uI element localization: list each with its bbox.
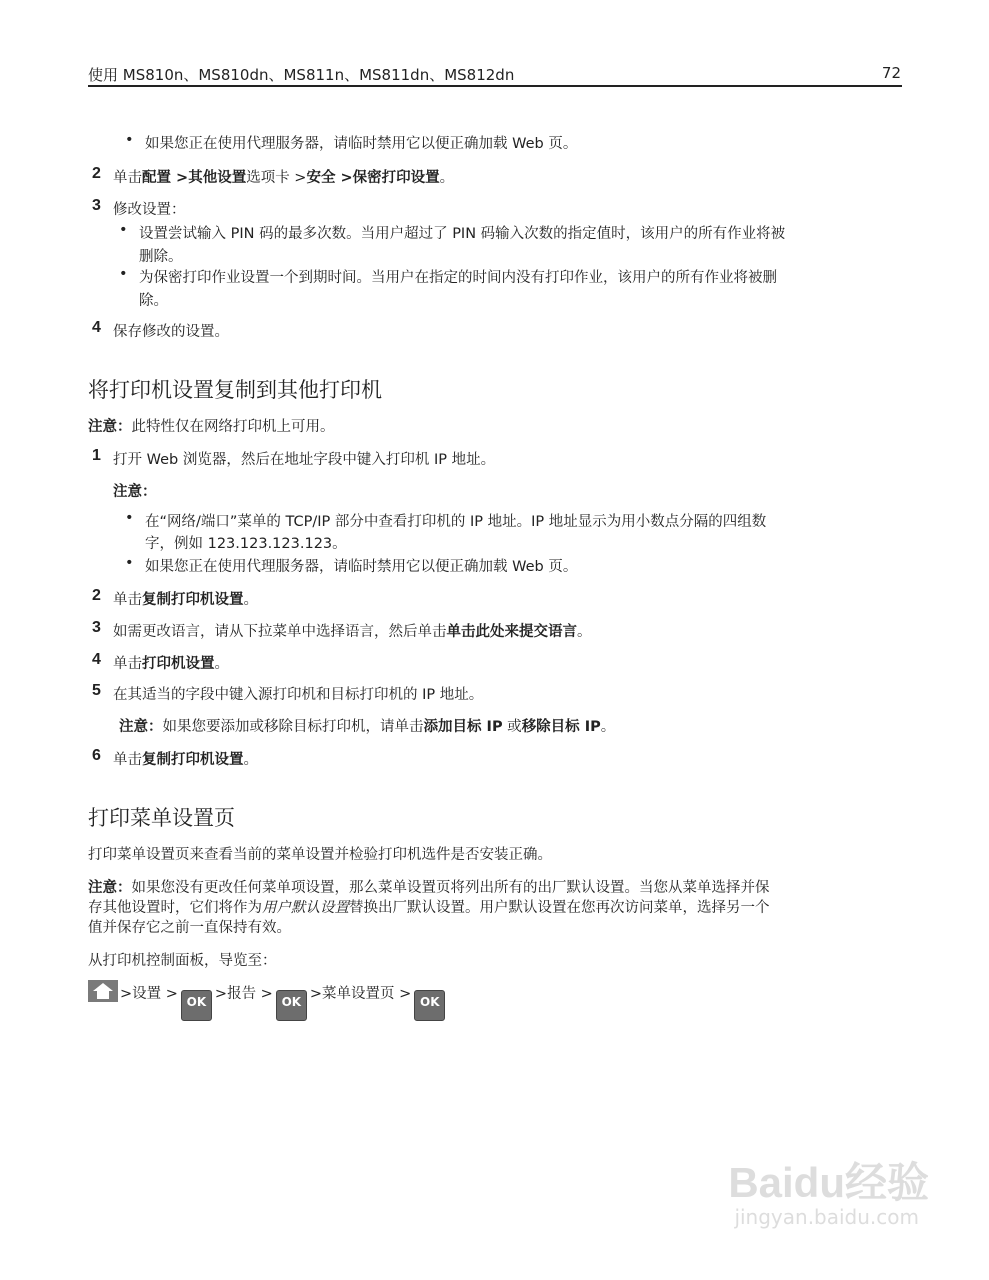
bullet-pin-cont: 删除。: [139, 249, 183, 265]
step-number: 2: [92, 587, 101, 604]
step-number: 5: [92, 682, 101, 699]
step-number: 1: [92, 447, 101, 464]
step-number: 4: [92, 651, 101, 668]
step-1: 打开 Web 浏览器，然后在地址字段中键入打印机 IP 地址。: [113, 452, 496, 468]
step-number: 2: [92, 165, 101, 182]
step-2: 单击配置 >其他设置选项卡 >安全 >保密打印设置。: [113, 170, 455, 186]
note-line-1: 注意：如果您没有更改任何菜单项设置，那么菜单设置页将列出所有的出厂默认设置。当您从菜单选择并保: [88, 880, 770, 896]
step-6: 单击复制打印机设置。: [113, 752, 258, 768]
watermark-url: jingyan.baidu.com: [734, 1205, 919, 1229]
step-2: 单击复制打印机设置。: [113, 592, 258, 608]
step-3: 修改设置：: [113, 202, 186, 218]
bullet-pin: • 设置尝试输入 PIN 码的最多次数。当用户超过了 PIN 码输入次数的指定值时，该用户的所有作业将被: [139, 222, 785, 243]
step-5-note: 注意：如果您要添加或移除目标打印机，请单击添加目标 IP 或移除目标 IP。: [119, 719, 616, 735]
home-icon: [88, 980, 118, 1002]
nav-intro: 从打印机控制面板，导览至：: [88, 953, 277, 969]
step-4: 单击打印机设置。: [113, 656, 229, 672]
paragraph: 打印菜单设置页来查看当前的菜单设置并检验打印机选件是否安装正确。: [88, 847, 552, 863]
note-line-2: 存其他设置时，它们将作为用户默认设置替换出厂默认设置。用户默认设置在您再次访问菜单，选择另一个: [88, 900, 770, 916]
ok-button-icon: OK: [181, 990, 212, 1021]
bullet-expiry: • 为保密打印作业设置一个到期时间。当用户在指定的时间内没有打印作业，该用户的所有作业将被删: [139, 266, 777, 287]
step-5: 在其适当的字段中键入源打印机和目标打印机的 IP 地址。: [113, 687, 484, 703]
watermark-logo: Baidu经验: [728, 1159, 929, 1206]
running-header: 使用 MS810n、MS810dn、MS811n、MS811dn、MS812dn: [88, 66, 515, 84]
bullet-ip-cont: 字，例如 123.123.123.123。: [145, 536, 347, 552]
bullet-proxy: • 如果您正在使用代理服务器，请临时禁用它以便正确加载 Web 页。: [145, 132, 577, 153]
header-rule: [88, 85, 902, 87]
nav-path: >设置 > OK >报告 > OK >菜单设置页 > OK: [88, 980, 448, 1021]
section-heading: 将打印机设置复制到其他打印机: [88, 378, 382, 402]
step-number: 3: [92, 197, 101, 214]
note: 注意：此特性仅在网络打印机上可用。: [88, 419, 335, 435]
step-4: 保存修改的设置。: [113, 324, 229, 340]
ok-button-icon: OK: [414, 990, 445, 1021]
note-label: 注意：: [113, 484, 157, 500]
bullet-proxy: • 如果您正在使用代理服务器，请临时禁用它以便正确加载 Web 页。: [145, 555, 577, 576]
section-heading: 打印菜单设置页: [88, 806, 235, 830]
ok-button-icon: OK: [276, 990, 307, 1021]
step-number: 3: [92, 619, 101, 636]
step-3: 如需更改语言，请从下拉菜单中选择语言，然后单击单击此处来提交语言。: [113, 624, 592, 640]
bullet-ip: • 在“网络/端口”菜单的 TCP/IP 部分中查看打印机的 IP 地址。IP 地址显示为用小数点分隔的四组数: [145, 510, 766, 531]
note-line-3: 值并保存它之前一直保持有效。: [88, 920, 291, 936]
step-number: 6: [92, 747, 101, 764]
page-number: 72: [881, 64, 901, 82]
step-number: 4: [92, 319, 101, 336]
bullet-expiry-cont: 除。: [139, 293, 168, 309]
